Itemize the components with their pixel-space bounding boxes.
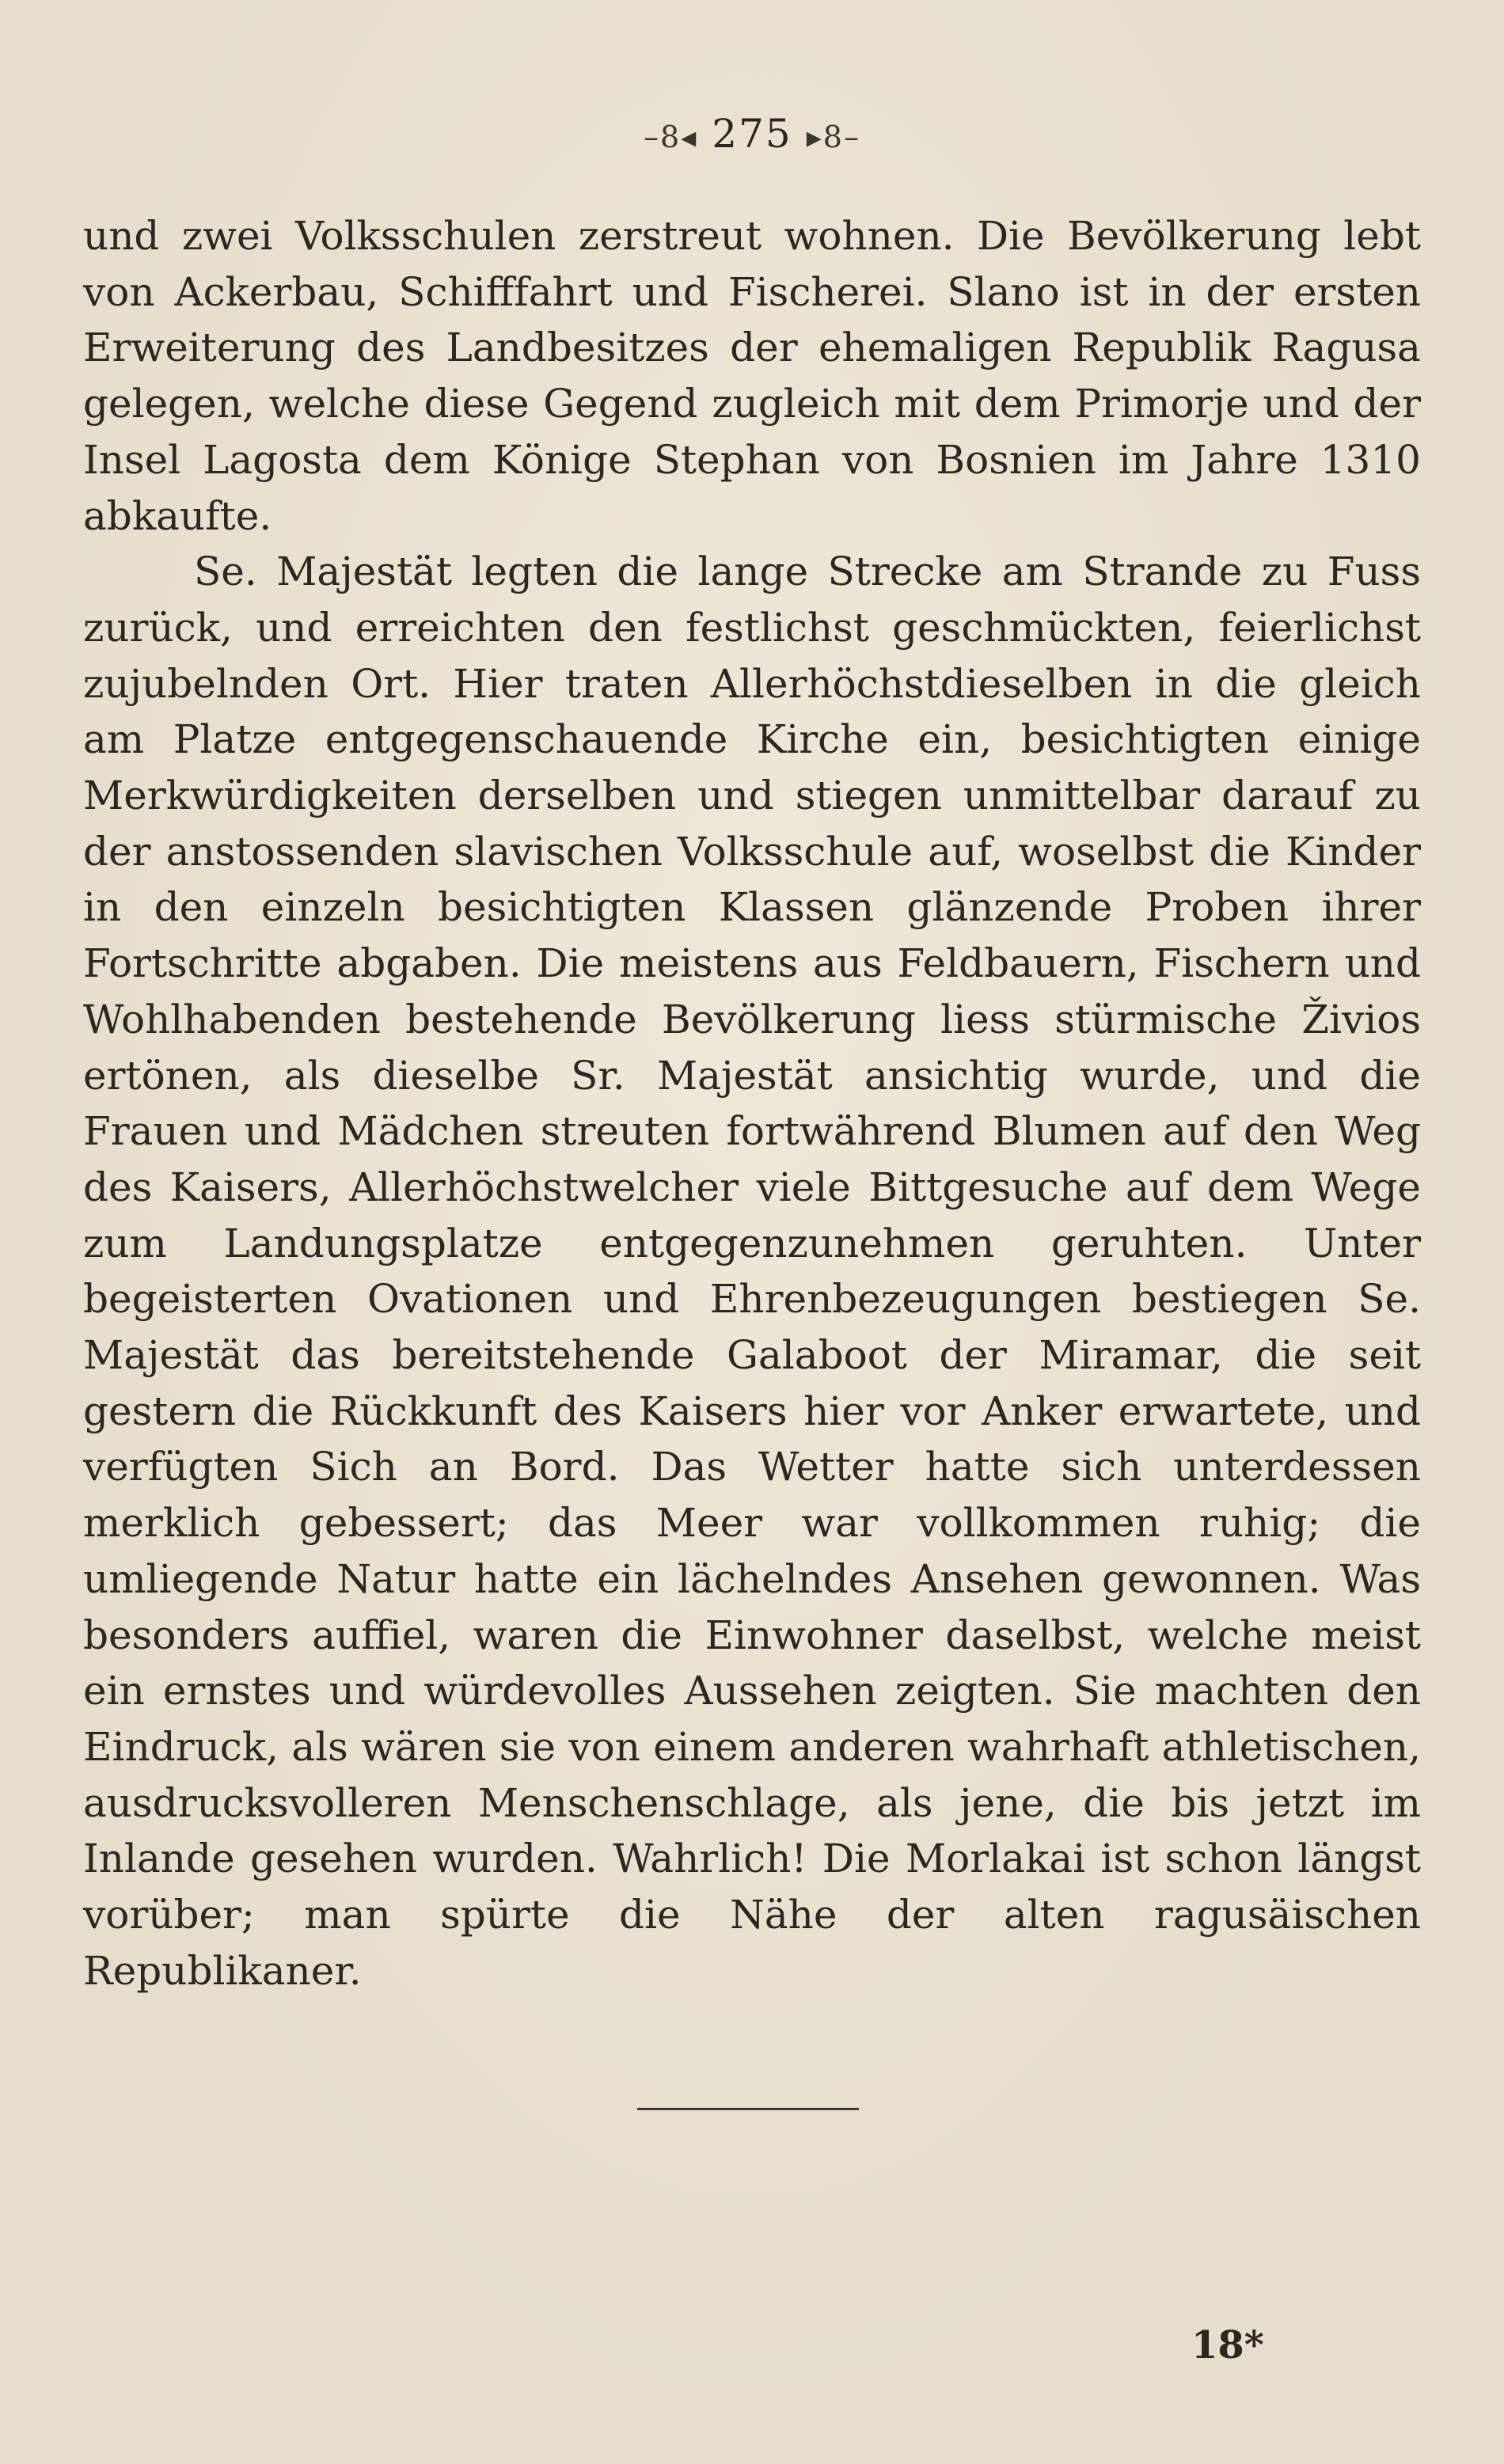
paragraph-continuation: und zwei Volksschulen zerstreut wohnen. Die Bevölkerung lebt von Ackerbau, Schifffahrt und Fischerei. Slano ist in der ersten Erweiterung des Landbesitzes der ehemaligen Republik Ragusa gelegen, welche diese Gegend zugleich mit dem Primorje und der Insel Lagosta dem Könige Stephan von Bosnien im Jahre 1310 abkaufte. [83,213,1421,539]
end-rule [637,2108,859,2110]
page-header [0,111,1504,157]
ornament-left: –8◂ [644,120,698,154]
ornament-right: ▸8– [806,120,860,154]
body-text [83,208,1421,1999]
signature-mark: 18* [1191,2323,1264,2367]
paragraph-main: Se. Majestät legten die lange Strecke am Strande zu Fuss zurück, und erreichten den festlichst geschmückten, feierlichst zujubelnden Ort. Hier traten Allerhöchstdieselben in die gleich am Platze entgegenschauende Kirche ein, besichtigten einige Merkwürdigkeiten derselben und stiegen unmittelbar darauf zu der anstossenden slavischen Volksschule auf, woselbst die Kinder in den einzeln besichtigten Klassen glänzende Proben ihrer Fortschritte abgaben. Die meistens aus Feldbauern, Fischern und Wohlhabenden bestehende Bevölkerung liess stürmische Živios ertönen, als dieselbe Sr. Majestät ansichtig wurde, und die Frauen und Mädchen streuten fortwährend Blumen auf den Weg des Kaisers, Allerhöchstwelcher viele Bittgesuche auf dem Wege zum Landungsplatze entgegenzunehmen geruhten. Unter begeisterten Ovationen und Ehrenbezeugungen bestiegen Se. Majestät das bereitstehende Galaboot der Miramar, die seit gestern die Rückkunft des Kaisers hier vor Anker erwartete, und verfügten Sich an Bord. Das Wetter hatte sich unterdessen merklich gebessert; das Meer war vollkommen ruhig; die umliegende Natur hatte ein lächelndes Ansehen gewonnen. Was besonders auffiel, waren die Einwohner daselbst, welche meist ein ernstes und würdevolles Aussehen zeigten. Sie machten den Eindruck, als wären sie von einem anderen wahrhaft athletischen, ausdrucksvolleren Menschenschlage, als jene, die bis jetzt im Inlande gesehen wurden. Wahrlich! Die Morlakai ist schon längst vorüber; man spürte die Nähe der alten ragusäischen Republikaner. [83,549,1421,1994]
page-number: 275 [712,111,792,157]
